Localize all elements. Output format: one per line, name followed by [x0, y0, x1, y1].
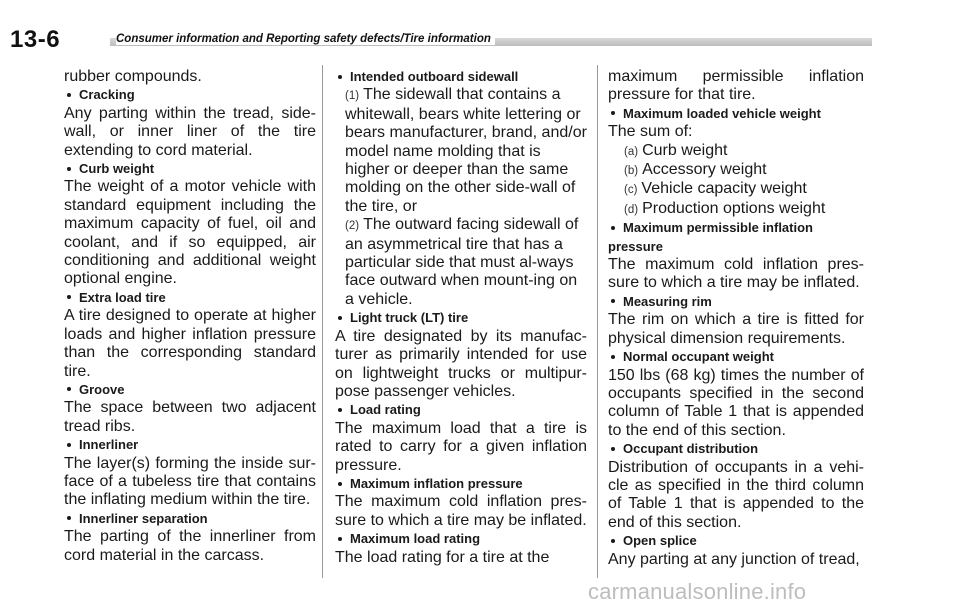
definition-text: The load rating for a tire at the	[335, 548, 550, 566]
item-marker: (d)	[624, 203, 639, 216]
item-text: Vehicle capacity weight	[641, 180, 807, 198]
definition-text: The parting of the innerliner from cord material in the carcass.	[64, 528, 316, 564]
bullet-icon	[67, 167, 71, 171]
definition-text: The maximum load that a tire is rated to carry for a given inflation pressure.	[335, 419, 587, 474]
term-label: Open splice	[623, 533, 697, 549]
item-text: Accessory weight	[642, 161, 767, 179]
list-item	[608, 161, 864, 180]
glossary-term	[64, 289, 316, 307]
glossary-term	[608, 348, 864, 366]
column-divider	[597, 65, 598, 578]
bullet-icon	[338, 537, 342, 541]
page-number: 13-6	[10, 26, 61, 53]
definition-text: Any parting at any junction of tread,	[608, 550, 860, 568]
bullet-icon	[338, 408, 342, 412]
column-3	[608, 68, 864, 569]
bullet-icon	[611, 447, 615, 451]
glossary-term	[335, 309, 587, 327]
item-marker: (1)	[345, 90, 360, 103]
definition-text: The space between two adjacent tread ribs.	[64, 399, 316, 435]
page-header	[10, 26, 960, 52]
bullet-icon	[67, 295, 71, 299]
bullet-icon	[67, 387, 71, 391]
bullet-icon	[67, 93, 71, 97]
item-marker: (a)	[624, 145, 639, 158]
sub-definition	[335, 216, 587, 309]
glossary-term	[335, 530, 587, 548]
column-divider	[322, 65, 323, 578]
bullet-icon	[67, 443, 71, 447]
list-item	[608, 142, 864, 161]
glossary-term	[64, 86, 316, 104]
list-item	[608, 180, 864, 199]
definition-text: maximum permissible inflation pressure for that tire.	[608, 68, 864, 104]
item-text: The outward facing sidewall of an asymmetrical tire that has a particular side that must al-ways face outward when mount-ing on a vehicle.	[345, 216, 579, 308]
term-label: Load rating	[350, 402, 421, 418]
bullet-icon	[611, 355, 615, 359]
column-2	[335, 68, 587, 567]
bullet-icon	[611, 539, 615, 543]
item-text: Curb weight	[642, 141, 728, 159]
definition-text: Distribution of occupants in a vehi-cle as specified in the third column of Table 1 that is appended to the end of this section.	[608, 458, 864, 531]
term-label: Curb weight	[79, 161, 155, 177]
bullet-icon	[338, 482, 342, 486]
definition-text: 150 lbs (68 kg) times the number of occupants specified in the second column of Table 1 that is appended to the end of this section.	[608, 366, 864, 439]
glossary-term	[335, 68, 587, 86]
term-label: Innerliner	[79, 437, 139, 453]
glossary-term	[608, 219, 864, 256]
item-text: The sidewall that contains a whitewall, bears white lettering or bears manufacturer, brand, and/or model name molding that is higher or deeper than the same molding on the other side-wall of the tire, or	[345, 86, 587, 215]
term-label: Innerliner separation	[79, 510, 208, 526]
term-label: Maximum inflation pressure	[350, 475, 523, 491]
glossary-term	[64, 381, 316, 399]
definition-text: rubber compounds.	[64, 68, 202, 85]
term-label: Maximum loaded vehicle weight	[623, 105, 821, 121]
bullet-icon	[67, 516, 71, 520]
term-label: Maximum permissible inflation pressure	[608, 220, 813, 254]
bullet-icon	[611, 299, 615, 303]
term-label: Groove	[79, 381, 125, 397]
item-marker: (c)	[624, 184, 638, 197]
glossary-term	[335, 475, 587, 493]
term-label: Occupant distribution	[623, 441, 759, 457]
glossary-term	[608, 532, 864, 550]
definition-text: The maximum cold inflation pres-sure to which a tire may be inflated.	[335, 493, 587, 529]
bullet-icon	[338, 75, 342, 79]
glossary-term	[608, 105, 864, 123]
glossary-term	[64, 510, 316, 528]
definition-text: A tire designed to operate at higher loads and higher inflation pressure than the corresponding standard tire.	[64, 307, 316, 380]
definition-text: The layer(s) forming the inside sur-face of a tubeless tire that contains the inflating medium within the tire.	[64, 454, 316, 509]
bullet-icon	[611, 226, 615, 230]
item-marker: (2)	[345, 220, 360, 233]
definition-text: A tire designated by its manufac-turer as primarily intended for use on lightweight trucks or multipur-pose passenger vehicles.	[335, 327, 587, 400]
definition-text: The sum of:	[608, 123, 693, 141]
item-marker: (b)	[624, 165, 639, 178]
definition-text: The maximum cold inflation pres-sure to which a tire may be inflated.	[608, 256, 864, 292]
glossary-term	[608, 440, 864, 458]
term-label: Intended outboard sidewall	[350, 69, 519, 84]
bullet-icon	[611, 111, 615, 115]
definition-text: The rim on which a tire is fitted for physical dimension requirements.	[608, 311, 864, 347]
column-1	[64, 68, 316, 565]
glossary-term	[608, 293, 864, 311]
glossary-term	[64, 160, 316, 178]
term-label: Maximum load rating	[350, 531, 481, 547]
term-label: Cracking	[79, 87, 135, 103]
term-label: Light truck (LT) tire	[350, 310, 469, 326]
glossary-term	[64, 436, 316, 454]
list-item	[608, 200, 864, 219]
sub-definition	[335, 86, 587, 216]
watermark: carmanualsonline.info	[588, 579, 807, 604]
term-label: Measuring rim	[623, 293, 712, 309]
definition-text: The weight of a motor vehicle with standard equipment including the maximum capacity of fuel, oil and coolant, and if so equipped, air conditioning and additional weight optional engine.	[64, 178, 316, 288]
term-label: Normal occupant weight	[623, 349, 774, 365]
section-title: Consumer information and Reporting safety defects/Tire information	[116, 33, 495, 45]
term-label: Extra load tire	[79, 289, 166, 305]
bullet-icon	[338, 316, 342, 320]
definition-text: Any parting within the tread, side-wall, or inner liner of the tire extending to cord material.	[64, 104, 316, 159]
glossary-term	[335, 401, 587, 419]
item-text: Production options weight	[642, 199, 826, 217]
